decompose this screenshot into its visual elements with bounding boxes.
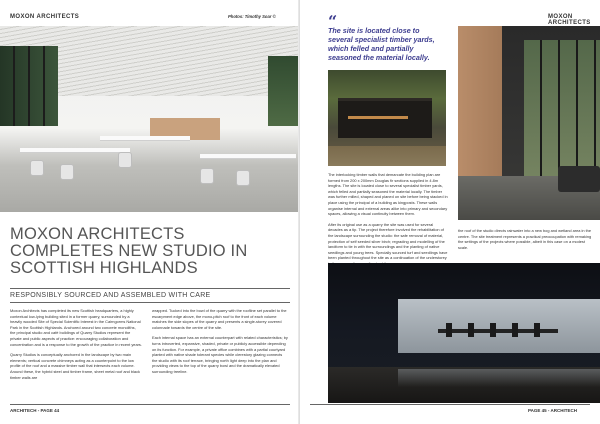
right-running-header: MOXON ARCHITECTS <box>548 14 591 26</box>
paragraph: Quarry Studios is conceptually anchored in the landscape by two main elements; vertical concrete chimneys acting as a counterpoint to the low profile of the roof and a massive timber wall that intersects each volume. Around these, the hybrid steel and timber frame, sheet metal roof and black timber walls are <box>10 352 140 380</box>
office-chair <box>30 160 44 176</box>
quarry-ground <box>328 146 446 166</box>
chair <box>468 323 474 337</box>
headline-divider <box>10 288 290 289</box>
paragraph: Each internal space has an external counterpart with related characteristics; by turns introverted, expansive, shaded, private or publicly accessible depending on its function. For example, a private office combines with a partial courtyard planted with native shade tolerant species while clerestory glazing connects the studio with its roof terrace, bringing north light deep into the plan and providing views to the top of the quarry bowl and the dramatically elevated surrounding treeline. <box>152 335 288 374</box>
office-interior-photo <box>0 26 298 212</box>
left-body-column-2 <box>152 308 288 380</box>
right-window <box>268 56 298 126</box>
studio-exterior-photo <box>328 70 446 166</box>
office-chair <box>60 164 74 180</box>
office-chair <box>236 170 250 186</box>
desk <box>200 154 296 159</box>
quote-mark-icon: “ <box>328 12 338 31</box>
corridor-interior-photo <box>458 26 600 220</box>
left-body-column-1 <box>10 308 142 385</box>
right-body-column-2 <box>458 228 594 255</box>
photo-credit: Photos: Timothy Soar © <box>228 14 276 19</box>
office-chair <box>200 168 214 184</box>
left-page-footer: ARCHITECH - PAGE 44 <box>10 408 60 413</box>
chair <box>490 323 496 337</box>
footer-divider <box>310 404 590 405</box>
desk <box>100 136 190 141</box>
left-running-header: MOXON ARCHITECTS <box>10 14 80 20</box>
office-chair <box>118 152 132 168</box>
paragraph: The interlocking timber walls that demarcate the building plan are formed from 200 x 200mm Douglas fir sections supplied in 4.8m lengths. The site is located close to several specialist timber yards, which felled and partially seasoned the material locally. The timber was further milled, shaped and planed on site before being stacked in place using the principal of a building as kingposts. These walls organise internal and external areas alike into primary and secondary spaces, allowing a visual continuity between them. <box>328 172 448 217</box>
chair <box>512 323 518 337</box>
right-page-footer: PAGE 45 - ARCHITECH <box>528 408 578 413</box>
chair <box>534 323 540 337</box>
pull-quote: The site is located close to several specialist timber yards, which felled and partially seasoned the material locally. <box>328 26 435 62</box>
article-headline: MOXON ARCHITECTS COMPLETES NEW STUDIO IN SCOTTISH HIGHLANDS <box>10 225 248 277</box>
lit-window-strip <box>348 116 408 119</box>
meeting-table <box>438 329 558 333</box>
paragraph: After its original use as a quarry the site was used for several decades as a tip. The project therefore involved the rehabilitation of the landscape surrounding the studio: the safe removal of material, protection of self seeded silver birch; regrading and modelling of the landform to tie in with the surroundings and the planting of native seedlings and young trees. Specially sourced turf and seedlings have been planted throughout the site as a continuation of the understorey <box>328 221 448 261</box>
sofa <box>558 166 600 192</box>
left-window-frame <box>0 46 58 126</box>
subhead-divider <box>10 302 290 303</box>
paragraph: wrapped. Tucked into the bowl of the quarry with the roofline set parallel to the escarpment edge above, the mono-pitch roof to the front of each volume matches the side slopes of the quarry and presents a single-storey covered colonnade towards the centre of the site. <box>152 308 287 330</box>
lit-interior <box>398 299 600 353</box>
deck-reflection <box>398 369 600 387</box>
paragraph: Moxon Architects has completed its new Scottish headquarters, a highly contextual low-lying building sited in a former quarry, surrounded by a heavily wooded Site of Special Scientific Interest in the Cairngorms National Park in the Scottish Highlands. Anchored around two concrete monoliths, the principal studio and café buildings of Quarry Studios represent the private and public aspects of practice: encouraging collaboration and concentration and is a response to the growth of the practice in recent years. <box>10 308 142 347</box>
paragraph: the roof of the studio directs rainwater into a new bog and wetland area in the centre. The site treatment represents a practical preoccupation with remaking the settings of the projects where possible, albeit in this case on a modest scale. <box>458 228 592 250</box>
night-studio-photo <box>328 263 600 403</box>
desk <box>20 148 130 153</box>
article-subhead: RESPONSIBLY SOURCED AND ASSEMBLED WITH CARE <box>10 292 211 299</box>
chair <box>446 323 452 337</box>
footer-divider <box>10 404 290 405</box>
right-body-column-1 <box>328 172 448 272</box>
